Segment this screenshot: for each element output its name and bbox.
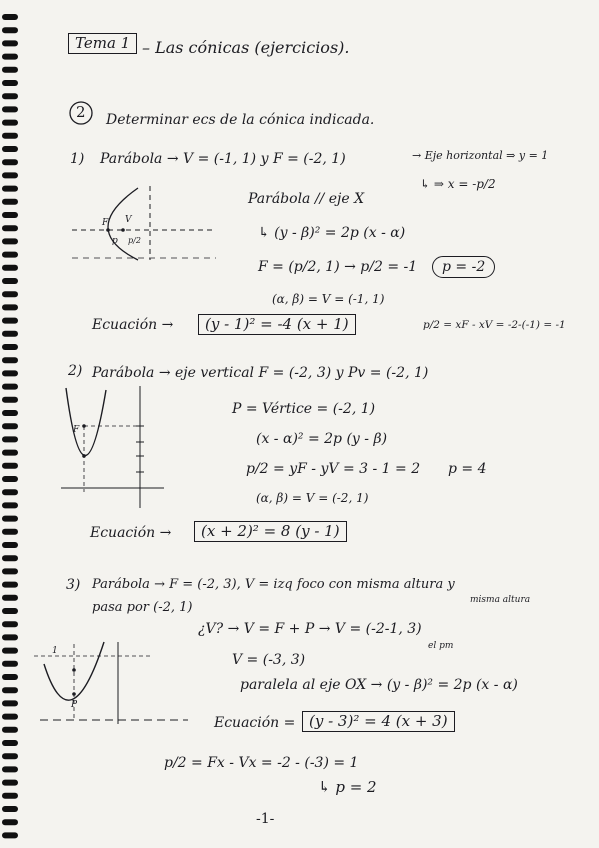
spiral-coil — [2, 687, 18, 693]
spiral-coil — [2, 318, 18, 324]
p1-f-line: F = (p/2, 1) → p/2 = -1 — [258, 259, 418, 275]
spiral-coil — [2, 225, 18, 231]
p2-sketch — [56, 382, 166, 512]
p1-vertex: (α, β) = V = (-1, 1) — [272, 292, 385, 306]
spiral-coil — [2, 238, 18, 244]
spiral-coil — [2, 67, 18, 73]
spiral-coil — [2, 199, 18, 205]
p1-p-value: p = -2 — [432, 256, 495, 278]
p3-given2: pasa por (-2, 1) — [92, 600, 193, 615]
p1-note-axis: → Eje horizontal ⇒ y = 1 — [412, 149, 549, 162]
spiral-coil — [2, 568, 18, 574]
spiral-coil — [2, 529, 18, 535]
p3-sketch — [30, 636, 190, 728]
spiral-binding — [0, 0, 24, 848]
spiral-coil — [2, 463, 18, 469]
spiral-coil — [2, 304, 18, 310]
spiral-coil — [2, 502, 18, 508]
spiral-coil — [2, 436, 18, 442]
spiral-coil — [2, 80, 18, 86]
p3-sketch-1: 1 — [52, 646, 58, 656]
p1-sketch-p: p — [112, 236, 118, 246]
spiral-coil — [2, 423, 18, 429]
tema-box: Tema 1 — [68, 33, 137, 54]
p3-p-calc: p/2 = Fx - Vx = -2 - (-3) = 1 — [164, 755, 359, 771]
p3-label: 3) — [66, 577, 81, 593]
p3-v-q: ¿V? → V = F + P → V = (-2-1, 3) — [198, 621, 422, 637]
spiral-coil — [2, 450, 18, 456]
spiral-coil — [2, 542, 18, 548]
spiral-coil — [2, 780, 18, 786]
p2-given: Parábola → eje vertical F = (-2, 3) y Pv = (-2, 1) — [92, 365, 429, 381]
p1-axis-line: Parábola // eje X — [248, 191, 365, 207]
p1-sketch-p2: p/2 — [128, 236, 141, 245]
exercise-statement: Determinar ecs de la cónica indicada. — [106, 112, 375, 128]
spiral-coil — [2, 397, 18, 403]
spiral-coil — [2, 582, 18, 588]
spiral-coil — [2, 595, 18, 601]
p3-note-alt: misma altura — [470, 595, 531, 605]
p3-sketch-p: P — [71, 700, 78, 710]
p1-equation: (y - 1)² = -4 (x + 1) — [198, 314, 356, 335]
page-title: – Las cónicas (ejercicios). — [142, 38, 350, 57]
p2-p-value: p = 4 — [448, 461, 487, 477]
spiral-coil — [2, 120, 18, 126]
spiral-coil — [2, 674, 18, 680]
p1-eq-label: Ecuación → — [92, 317, 174, 333]
spiral-coil — [2, 27, 18, 33]
p3-equation: (y - 3)² = 4 (x + 3) — [302, 711, 455, 732]
spiral-coil — [2, 661, 18, 667]
spiral-coil — [2, 806, 18, 812]
spiral-coil — [2, 621, 18, 627]
spiral-coil — [2, 555, 18, 561]
p1-sketch — [68, 180, 218, 266]
spiral-coil — [2, 93, 18, 99]
spiral-coil — [2, 106, 18, 112]
spiral-coil — [2, 608, 18, 614]
spiral-coil — [2, 159, 18, 165]
spiral-coil — [2, 700, 18, 706]
spiral-coil — [2, 172, 18, 178]
spiral-coil — [2, 384, 18, 390]
spiral-coil — [2, 291, 18, 297]
spiral-coil — [2, 14, 18, 20]
exercise-number: 2 — [76, 103, 86, 121]
spiral-coil — [2, 331, 18, 337]
spiral-coil — [2, 370, 18, 376]
spiral-coil — [2, 740, 18, 746]
spiral-coil — [2, 265, 18, 271]
spiral-coil — [2, 357, 18, 363]
spiral-coil — [2, 212, 18, 218]
spiral-coil — [2, 727, 18, 733]
p1-sketch-f: F — [102, 218, 109, 228]
p3-note-pm: el pm — [428, 641, 454, 651]
p1-given: Parábola → V = (-1, 1) y F = (-2, 1) — [100, 151, 346, 167]
spiral-coil — [2, 832, 18, 838]
spiral-coil — [2, 714, 18, 720]
p1-note-x: ↳ ⇒ x = -p/2 — [420, 177, 496, 191]
spiral-coil — [2, 489, 18, 495]
spiral-coil — [2, 54, 18, 60]
p2-sketch-f: F — [73, 425, 80, 435]
p2-eq-label: Ecuación → — [90, 525, 172, 541]
spiral-coil — [2, 410, 18, 416]
spiral-coil — [2, 753, 18, 759]
p2-label: 2) — [68, 363, 83, 379]
spiral-coil — [2, 793, 18, 799]
p1-label: 1) — [70, 151, 85, 167]
spiral-coil — [2, 766, 18, 772]
spiral-coil — [2, 516, 18, 522]
p2-form: (x - α)² = 2p (y - β) — [256, 431, 388, 447]
spiral-coil — [2, 278, 18, 284]
spiral-coil — [2, 819, 18, 825]
spiral-coil — [2, 186, 18, 192]
spiral-coil — [2, 476, 18, 482]
p2-p-calc: p/2 = yF - yV = 3 - 1 = 2 — [246, 461, 421, 477]
spiral-coil — [2, 344, 18, 350]
p2-vertex2: (α, β) = V = (-2, 1) — [256, 491, 369, 505]
p2-equation: (x + 2)² = 8 (y - 1) — [194, 521, 347, 542]
spiral-coil — [2, 634, 18, 640]
page-number: -1- — [256, 811, 275, 827]
spiral-coil — [2, 648, 18, 654]
p3-given: Parábola → F = (-2, 3), V = izq foco con misma altura y — [92, 577, 455, 592]
p3-v-value: V = (-3, 3) — [232, 652, 306, 668]
p3-p-value: ↳ p = 2 — [318, 778, 377, 796]
p1-form: ↳ (y - β)² = 2p (x - α) — [258, 225, 406, 241]
p3-eq-label: Ecuación = — [214, 715, 296, 731]
spiral-coil — [2, 146, 18, 152]
p1-side-calc: p/2 = xF - xV = -2-(-1) = -1 — [423, 319, 566, 331]
spiral-coil — [2, 252, 18, 258]
p3-axis-line: paralela al eje OX → (y - β)² = 2p (x - α) — [240, 677, 518, 693]
p1-sketch-v: V — [125, 215, 132, 225]
spiral-coil — [2, 133, 18, 139]
p2-vertex: P = Vértice = (-2, 1) — [232, 401, 376, 417]
spiral-coil — [2, 40, 18, 46]
